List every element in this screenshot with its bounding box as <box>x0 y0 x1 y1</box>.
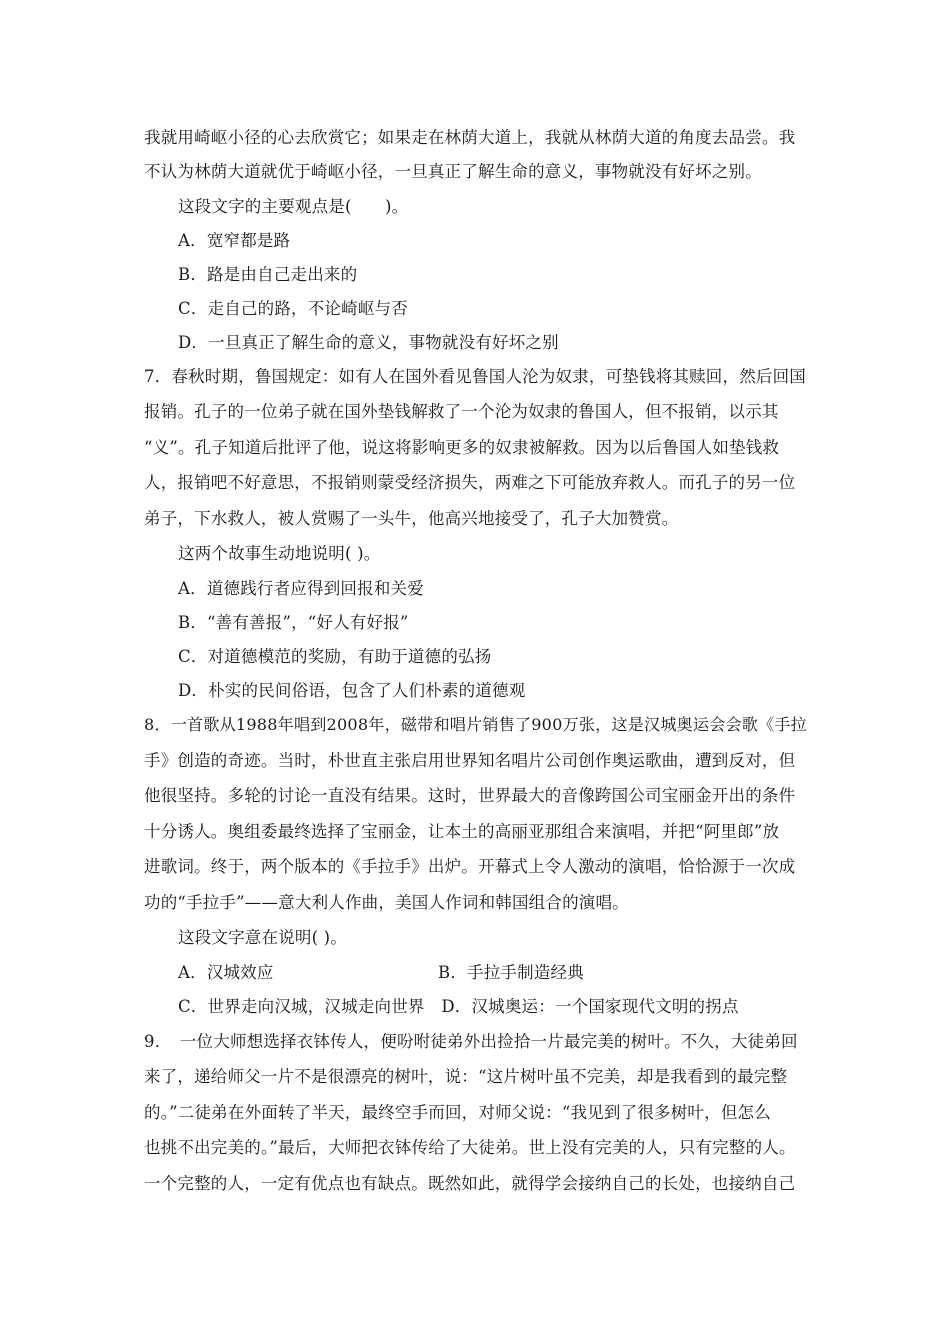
q8-option-cd: C．世界走向汉城，汉城走向世界 D．汉城奥运：一个国家现代文明的拐点 <box>178 997 739 1016</box>
q7-option-a: A．道德践行者应得到回报和关爱 <box>178 579 424 598</box>
q9-text-line: 也挑不出完美的。”最后，大师把衣钵传给了大徒弟。世上没有完美的人，只有完整的人。 <box>144 1138 796 1157</box>
q8-text-line: 8．一首歌从1988年唱到2008年，磁带和唱片销售了900万张，这是汉城奥运会会歌《手拉 <box>144 715 807 734</box>
q8-stem: 这段文字意在说明( )。 <box>178 928 348 947</box>
q6-option-b: B．路是由自己走出来的 <box>178 265 358 284</box>
q8-text-line: 他很坚持。多轮的讨论一直没有结果。这时，世界最大的音像跨国公司宝丽金开出的条件 <box>144 786 796 805</box>
q9-text-line: 9． 一位大师想选择衣钵传人，便吩咐徒弟外出捡拾一片最完美的树叶。不久，大徒弟回 <box>144 1032 798 1051</box>
q6-option-a: A．宽窄都是路 <box>178 231 291 250</box>
q7-stem: 这两个故事生动地说明( )。 <box>178 544 381 563</box>
q7-option-d: D．朴实的民间俗语，包含了人们朴素的道德观 <box>178 681 526 700</box>
q6-option-d: D．一旦真正了解生命的意义，事物就没有好坏之别 <box>178 333 559 352</box>
q8-option-b: B．手拉手制造经典 <box>438 963 584 982</box>
q6-text-line: 我就用崎岖小径的心去欣赏它；如果走在林荫大道上，我就从林荫大道的角度去品尝。我 <box>144 128 796 147</box>
q9-text-line: 来了，递给师父一片不是很漂亮的树叶，说：“这片树叶虽不完美，却是我看到的最完整 <box>144 1067 788 1086</box>
q7-text-line: 7．春秋时期，鲁国规定：如有人在国外看见鲁国人沦为奴隶，可垫钱将其赎回，然后回国 <box>144 367 806 386</box>
q7-option-b: B．“善有善报”，“好人有好报” <box>178 613 409 632</box>
q8-text-line: 手》创造的奇迹。当时，朴世直主张启用世界知名唱片公司创作奥运歌曲，遭到反对，但 <box>144 751 796 770</box>
q7-option-c: C．对道德模范的奖励，有助于道德的弘扬 <box>178 647 492 666</box>
q9-text-line: 的。”二徒弟在外面转了半天，最终空手而回，对师父说：“我见到了很多树叶，但怎么 <box>144 1103 771 1122</box>
q7-text-line: “义”。孔子知道后批评了他，说这将影响更多的奴隶被解救。因为以后鲁国人如垫钱救 <box>144 438 780 457</box>
q8-option-a: A．汉城效应 <box>178 963 274 982</box>
q8-text-line: 进歌词。终于，两个版本的《手拉手》出炉。开幕式上令人激动的演唱，恰恰源于一次成 <box>144 857 796 876</box>
q8-text-line: 功的“手拉手”——意大利人作曲，美国人作词和韩国组合的演唱。 <box>144 893 629 912</box>
q7-text-line: 弟子，下水救人，被人赏赐了一头牛，他高兴地接受了，孔子大加赞赏。 <box>144 509 679 528</box>
q9-text-line: 一个完整的人，一定有优点也有缺点。既然如此，就得学会接纳自己的长处，也接纳自己 <box>144 1174 796 1193</box>
q8-text-line: 十分诱人。奥组委最终选择了宝丽金，让本土的高丽亚那组合来演唱，并把“阿里郎”放 <box>144 822 780 841</box>
q6-text-line: 不认为林荫大道就优于崎岖小径，一旦真正了解生命的意义，事物就没有好坏之别。 <box>144 162 762 181</box>
q7-text-line: 报销。孔子的一位弟子就在国外垫钱解救了一个沦为奴隶的鲁国人，但不报销，以示其 <box>144 402 779 421</box>
q6-option-c: C．走自己的路，不论崎岖与否 <box>178 299 408 318</box>
q7-text-line: 人，报销吧不好意思，不报销则蒙受经济损失，两难之下可能放弃救人。而孔子的另一位 <box>144 473 796 492</box>
q6-stem: 这段文字的主要观点是( )。 <box>178 197 409 216</box>
